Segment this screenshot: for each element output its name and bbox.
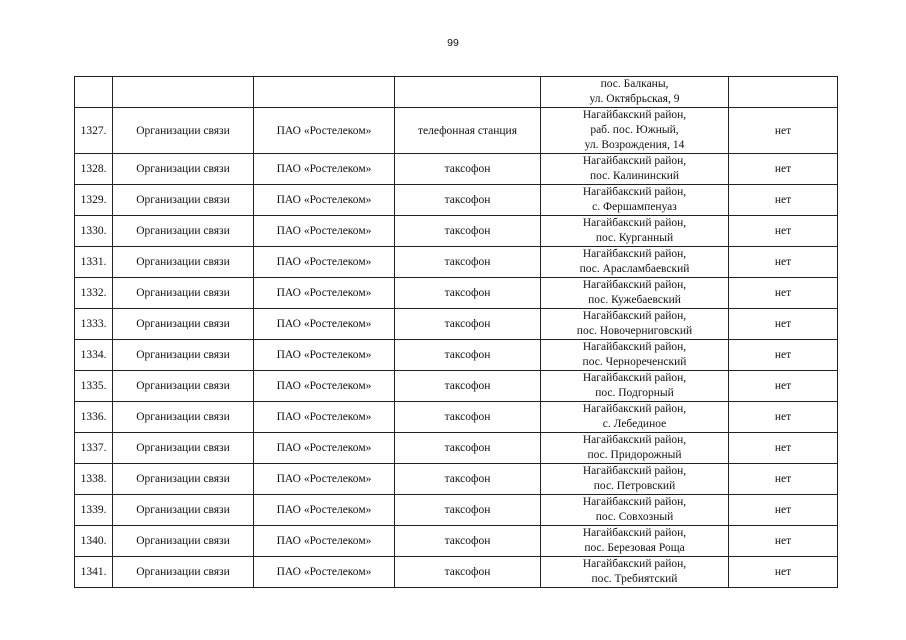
- cell-flag: [729, 77, 838, 108]
- cell-object-type: телефонная станция: [395, 108, 541, 154]
- address-line: с. Фершампенуаз: [592, 201, 677, 213]
- table-row: [75, 495, 838, 526]
- cell-number: 1335.: [75, 371, 113, 402]
- address-line: пос. Подгорный: [595, 387, 674, 399]
- cell-number: 1339.: [75, 495, 113, 526]
- address-line: раб. пос. Южный,: [590, 124, 679, 136]
- cell-number: 1331.: [75, 247, 113, 278]
- cell-flag: нет: [729, 216, 838, 247]
- cell-object-type: таксофон: [395, 247, 541, 278]
- cell-organization: ПАО «Ростелеком»: [254, 464, 395, 495]
- address-line: Нагайбакский район,: [582, 465, 687, 477]
- address-line: пос. Черноречeнский: [582, 356, 687, 368]
- address-line: с. Лебединое: [602, 418, 667, 430]
- cell-category: Организации связи: [113, 495, 254, 526]
- cell-address: [541, 278, 729, 309]
- cell-object-type: таксофон: [395, 216, 541, 247]
- cell-flag: нет: [729, 108, 838, 154]
- cell-number: 1332.: [75, 278, 113, 309]
- registry-table: [74, 76, 838, 588]
- cell-number: [75, 77, 113, 108]
- cell-address: [541, 185, 729, 216]
- cell-address: [541, 340, 729, 371]
- cell-address: [541, 247, 729, 278]
- cell-organization: ПАО «Ростелеком»: [254, 216, 395, 247]
- address-line: пос. Балканы,: [600, 78, 669, 90]
- address-line: пос. Кужебаевский: [588, 294, 681, 306]
- address-line: Нагайбакский район,: [582, 279, 687, 291]
- address-line: пос. Совхозный: [595, 511, 674, 523]
- address-line: Нагайбакский район,: [582, 372, 687, 384]
- cell-flag: нет: [729, 340, 838, 371]
- table-row: [75, 402, 838, 433]
- cell-flag: нет: [729, 278, 838, 309]
- address-line: пос. Придорожный: [587, 449, 682, 461]
- table-row: [75, 340, 838, 371]
- registry-table-body: [75, 77, 838, 588]
- cell-organization: [254, 77, 395, 108]
- cell-object-type: таксофон: [395, 154, 541, 185]
- table-row: [75, 433, 838, 464]
- cell-category: Организации связи: [113, 557, 254, 588]
- cell-category: Организации связи: [113, 371, 254, 402]
- cell-object-type: таксофон: [395, 278, 541, 309]
- cell-object-type: таксофон: [395, 557, 541, 588]
- cell-flag: нет: [729, 185, 838, 216]
- table-row: [75, 309, 838, 340]
- cell-address: [541, 154, 729, 185]
- cell-category: Организации связи: [113, 309, 254, 340]
- address-line: Нагайбакский район,: [582, 434, 687, 446]
- table-row: [75, 278, 838, 309]
- cell-address: [541, 402, 729, 433]
- table-row: [75, 216, 838, 247]
- cell-address: [541, 557, 729, 588]
- address-line: пос. Требиятский: [591, 573, 678, 585]
- table-row: [75, 154, 838, 185]
- table-row: [75, 526, 838, 557]
- cell-address: [541, 433, 729, 464]
- address-line: Нагайбакский район,: [582, 248, 687, 260]
- cell-category: Организации связи: [113, 433, 254, 464]
- cell-number: 1330.: [75, 216, 113, 247]
- cell-number: 1327.: [75, 108, 113, 154]
- cell-flag: нет: [729, 526, 838, 557]
- cell-object-type: таксофон: [395, 185, 541, 216]
- cell-number: 1341.: [75, 557, 113, 588]
- address-line: пос. Курганный: [595, 232, 674, 244]
- cell-object-type: таксофон: [395, 402, 541, 433]
- address-line: ул. Возрождения, 14: [584, 139, 685, 151]
- cell-flag: нет: [729, 371, 838, 402]
- cell-flag: нет: [729, 154, 838, 185]
- cell-address: [541, 216, 729, 247]
- cell-flag: нет: [729, 495, 838, 526]
- address-line: пос. Арасламбаевский: [579, 263, 690, 275]
- address-line: пос. Новочерниговский: [576, 325, 693, 337]
- cell-organization: ПАО «Ростелеком»: [254, 309, 395, 340]
- cell-object-type: таксофон: [395, 340, 541, 371]
- cell-number: 1333.: [75, 309, 113, 340]
- cell-category: Организации связи: [113, 108, 254, 154]
- cell-organization: ПАО «Ростелеком»: [254, 340, 395, 371]
- table-row: [75, 108, 838, 154]
- cell-flag: нет: [729, 464, 838, 495]
- cell-category: Организации связи: [113, 247, 254, 278]
- cell-object-type: таксофон: [395, 371, 541, 402]
- cell-organization: ПАО «Ростелеком»: [254, 185, 395, 216]
- cell-number: 1340.: [75, 526, 113, 557]
- address-line: Нагайбакский район,: [582, 341, 687, 353]
- cell-organization: ПАО «Ростелеком»: [254, 278, 395, 309]
- address-line: Нагайбакский район,: [582, 155, 687, 167]
- cell-category: Организации связи: [113, 154, 254, 185]
- cell-category: Организации связи: [113, 216, 254, 247]
- cell-address: [541, 495, 729, 526]
- address-line: Нагайбакский район,: [582, 310, 687, 322]
- cell-flag: нет: [729, 247, 838, 278]
- cell-flag: нет: [729, 402, 838, 433]
- cell-number: 1329.: [75, 185, 113, 216]
- cell-flag: нет: [729, 557, 838, 588]
- address-line: пос. Березовая Роща: [584, 542, 685, 554]
- cell-address: [541, 77, 729, 108]
- cell-address: [541, 464, 729, 495]
- address-line: Нагайбакский район,: [582, 496, 687, 508]
- cell-number: 1338.: [75, 464, 113, 495]
- cell-category: Организации связи: [113, 340, 254, 371]
- cell-organization: ПАО «Ростелеком»: [254, 108, 395, 154]
- cell-object-type: [395, 77, 541, 108]
- cell-organization: ПАО «Ростелеком»: [254, 154, 395, 185]
- cell-organization: ПАО «Ростелеком»: [254, 526, 395, 557]
- table-row: [75, 464, 838, 495]
- address-line: ул. Октябрьская, 9: [589, 93, 680, 105]
- cell-address: [541, 371, 729, 402]
- address-line: пос. Калининский: [589, 170, 680, 182]
- cell-number: 1328.: [75, 154, 113, 185]
- cell-organization: ПАО «Ростелеком»: [254, 247, 395, 278]
- cell-category: Организации связи: [113, 464, 254, 495]
- cell-address: [541, 108, 729, 154]
- address-line: пос. Петровский: [593, 480, 676, 492]
- cell-flag: нет: [729, 433, 838, 464]
- cell-object-type: таксофон: [395, 309, 541, 340]
- cell-object-type: таксофон: [395, 433, 541, 464]
- cell-organization: ПАО «Ростелеком»: [254, 402, 395, 433]
- cell-organization: ПАО «Ростелеком»: [254, 557, 395, 588]
- cell-category: Организации связи: [113, 185, 254, 216]
- cell-number: 1337.: [75, 433, 113, 464]
- cell-category: Организации связи: [113, 402, 254, 433]
- cell-category: Организации связи: [113, 278, 254, 309]
- table-row-continuation: [75, 77, 838, 108]
- cell-organization: ПАО «Ростелеком»: [254, 371, 395, 402]
- cell-category: Организации связи: [113, 526, 254, 557]
- address-line: Нагайбакский район,: [582, 527, 687, 539]
- cell-category: [113, 77, 254, 108]
- cell-object-type: таксофон: [395, 464, 541, 495]
- cell-number: 1336.: [75, 402, 113, 433]
- address-line: Нагайбакский район,: [582, 109, 687, 121]
- cell-object-type: таксофон: [395, 495, 541, 526]
- cell-address: [541, 309, 729, 340]
- cell-object-type: таксофон: [395, 526, 541, 557]
- cell-number: 1334.: [75, 340, 113, 371]
- table-row: [75, 247, 838, 278]
- table-row: [75, 557, 838, 588]
- table-row: [75, 185, 838, 216]
- address-line: Нагайбакский район,: [582, 217, 687, 229]
- cell-address: [541, 526, 729, 557]
- address-line: Нагайбакский район,: [582, 558, 687, 570]
- page-number: 99: [447, 37, 459, 49]
- table-row: [75, 371, 838, 402]
- cell-organization: ПАО «Ростелеком»: [254, 433, 395, 464]
- cell-organization: ПАО «Ростелеком»: [254, 495, 395, 526]
- cell-flag: нет: [729, 309, 838, 340]
- address-line: Нагайбакский район,: [582, 186, 687, 198]
- address-line: Нагайбакский район,: [582, 403, 687, 415]
